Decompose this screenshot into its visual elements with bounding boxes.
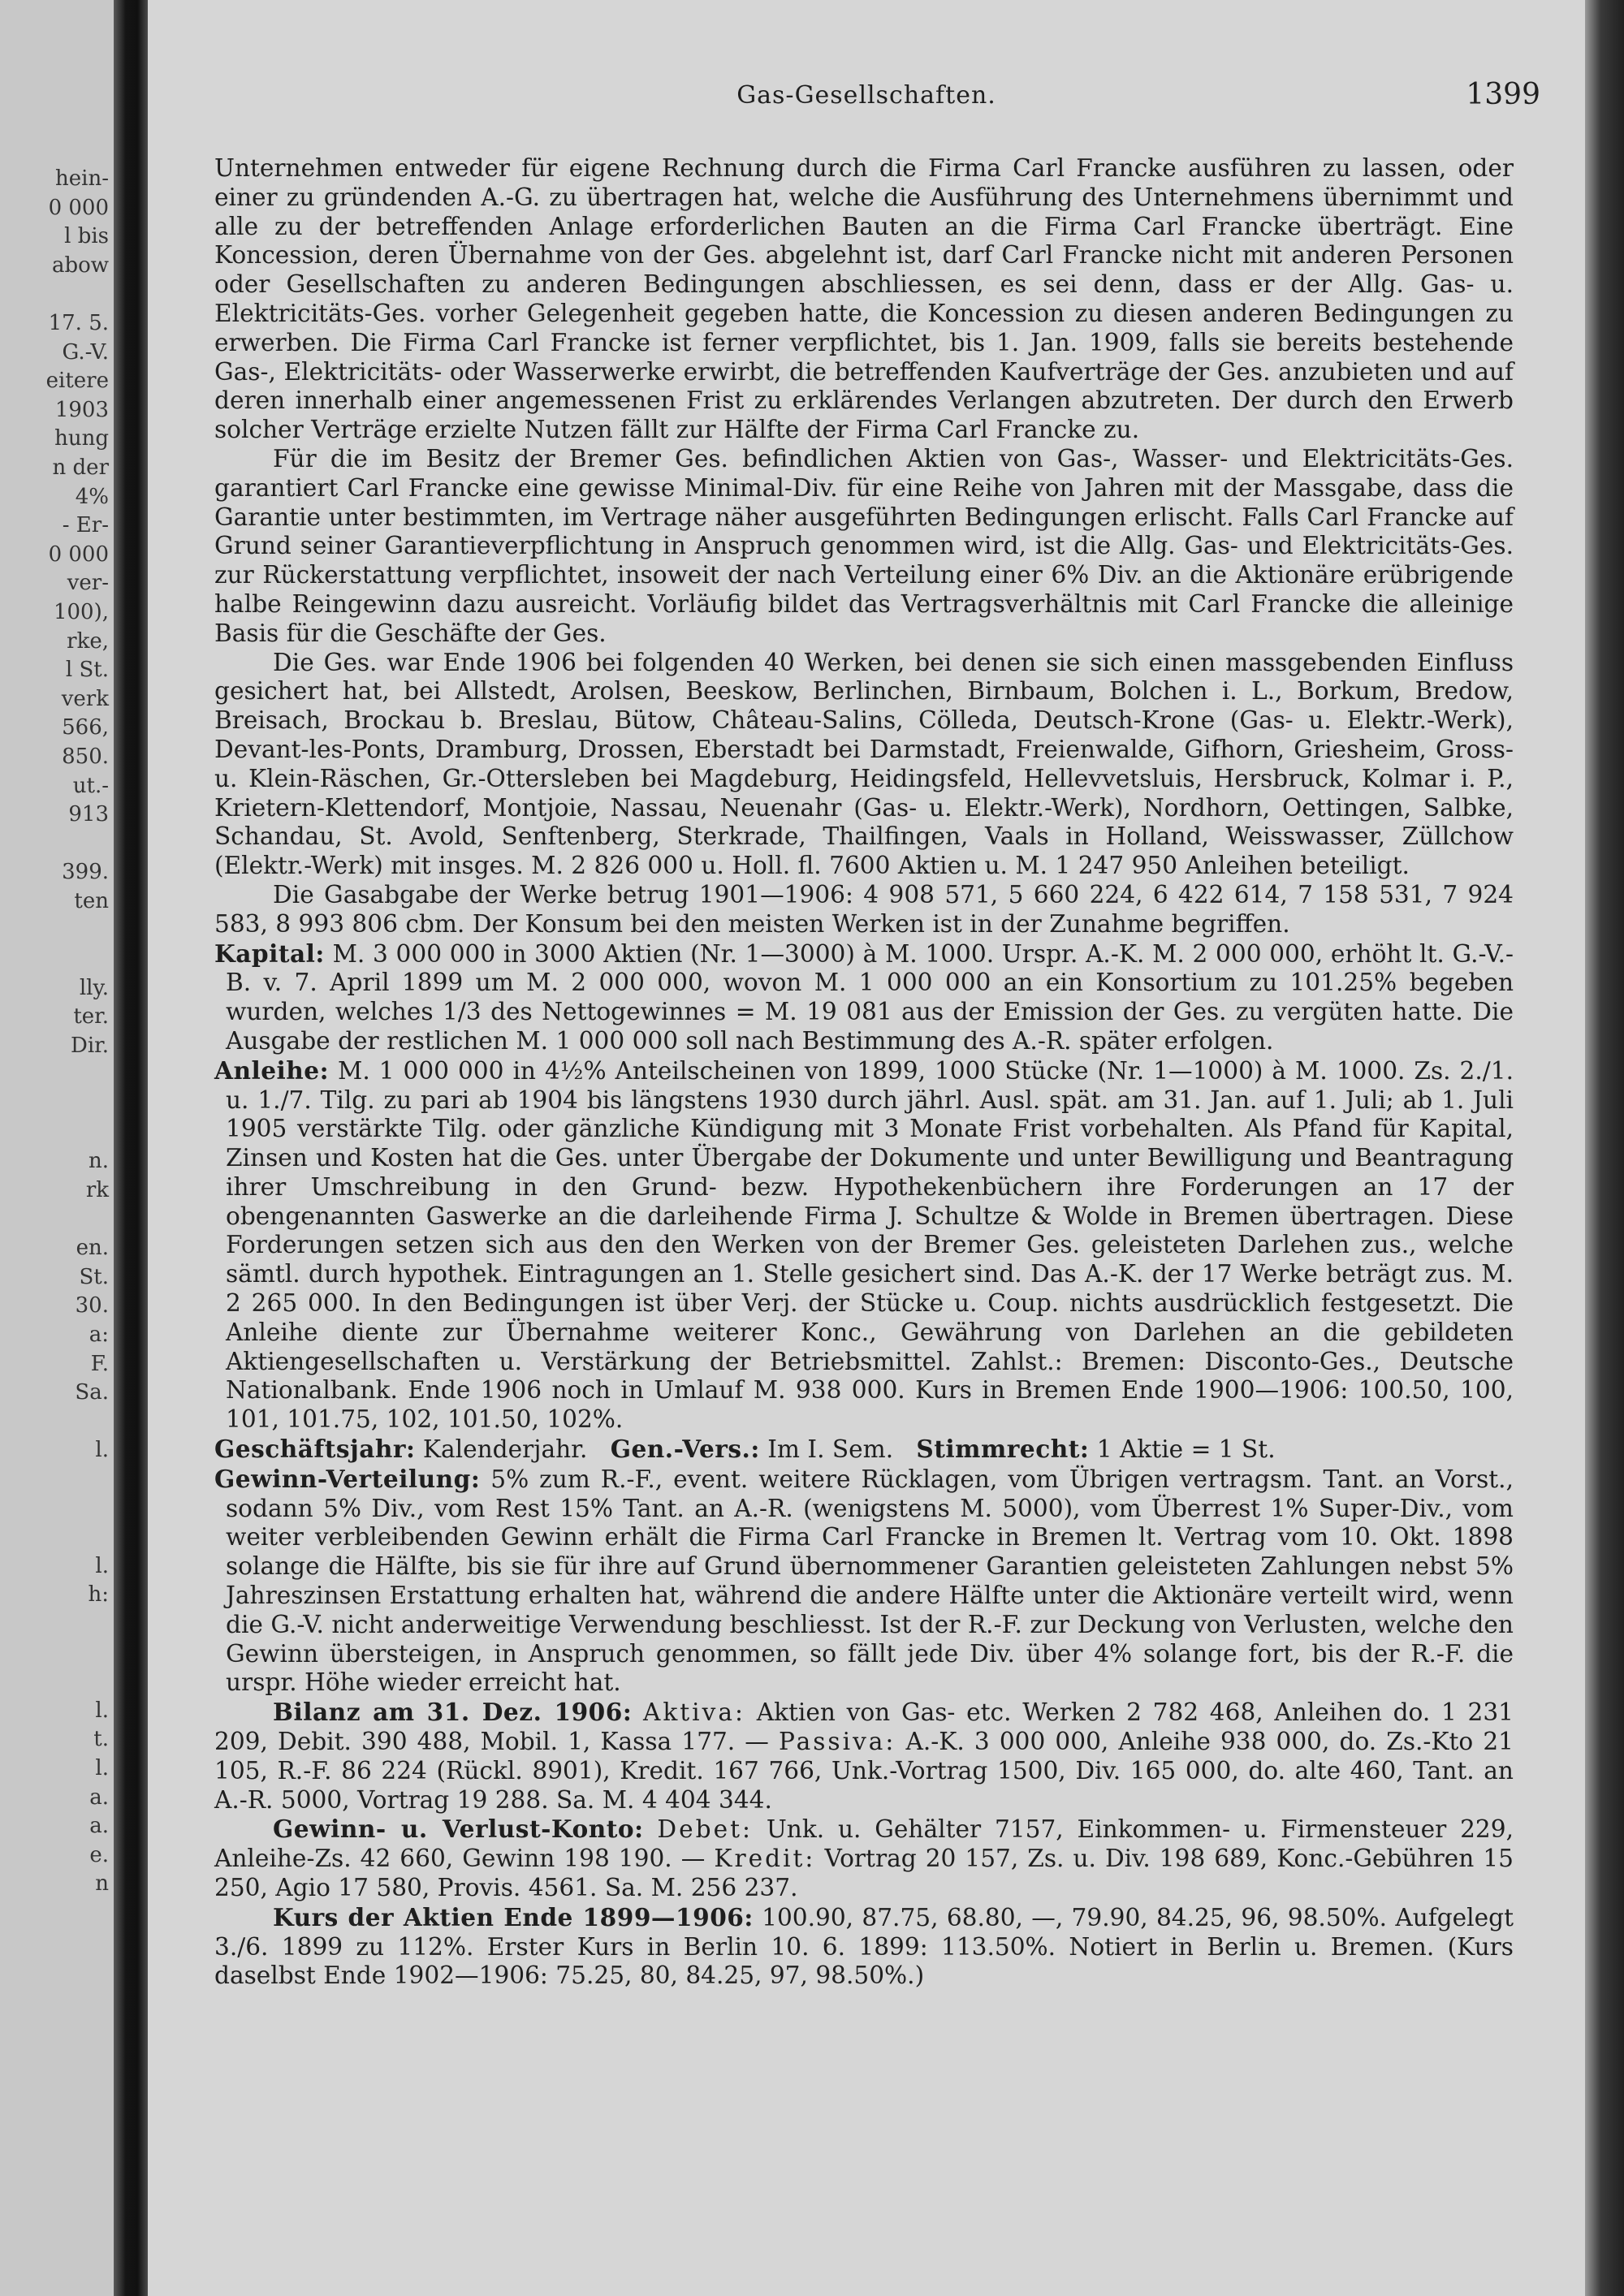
left-page-fragment: 850. <box>62 744 109 769</box>
guv-label: Gewinn- u. Verlust-Konto: <box>273 1815 644 1844</box>
debet-label: Debet: <box>657 1815 753 1844</box>
left-page-fragment: Dir. <box>71 1034 109 1058</box>
left-page-fragment: l St. <box>65 658 109 683</box>
kurs-text: 100.90, 87.75, 68.80, —, 79.90, 84.25, 96, 98.50%. Aufgelegt 3./6. 1899 zu 112%. Erster Kurs in Berlin 10. 6. 1899: 113.50%. Notiert in Berlin u. Bremen. (Kurs daselbst Ende 1902—1906: 75.25, 80, 84.25, 97, 98.50%.) <box>214 1903 1514 1990</box>
paragraph-unternehmen: Unternehmen entweder für eigene Rechnung durch die Firma Carl Francke ausführen zu lassen, oder einer zu gründenden A.-G. zu übertragen hat, welche die Ausführung des Unternehmens übernimmt und alle zu der betreffenden Anlage erforderlichen Bauten an die Firma Carl Francke überträgt. Eine Koncession, deren Übernahme von der Ges. abgelehnt ist, darf Carl Francke nicht mit anderen Personen oder Gesellschaften zu anderen Bedingungen abschliessen, es sei denn, dass er der Allg. Gas- u. Elektricitäts-Ges. vorher Gelegenheit gegeben hatte, die Koncession zu diesen anderen Bedingungen zu erwerben. Die Firma Carl Francke ist ferner verpflichtet, bis 1. Jan. 1909, falls sie bereits bestehende Gas-, Elektricitäts- oder Wasserwerke erwirbt, die betreffenden Kaufverträge der Ges. anzubieten und auf deren innerhalb einer angemessenen Frist zu erklärendes Verlangen abzutreten. Der durch den Erwerb solcher Verträge erzielte Nutzen fällt zur Hälfte der Firma Carl Francke zu. <box>214 154 1514 444</box>
running-header <box>148 78 1585 114</box>
kredit-text: Vortrag 20 157, Zs. u. Div. 198 689, Konc.-Gebühren 15 250, Agio 17 580, Provis. 4561. Sa. M. 256 237. <box>214 1845 1514 1902</box>
paragraph-gasabgabe: Die Gasabgabe der Werke betrug 1901—1906: 4 908 571, 5 660 224, 6 422 614, 7 158 531, 7 924 583, 8 993 806 cbm. Der Konsum bei den meisten Werken ist in der Zunahme begriffen. <box>214 880 1514 938</box>
left-page-fragment: - Er- <box>62 513 109 538</box>
kapital-label: Kapital: <box>214 939 325 968</box>
stimmrecht-label: Stimmrecht: <box>916 1435 1090 1464</box>
book-gutter <box>114 0 148 2296</box>
left-page-fragment: h: <box>88 1582 109 1608</box>
gewinn-verteilung-label: Gewinn-Verteilung: <box>214 1464 481 1493</box>
left-page-fragment: eitere <box>45 369 109 394</box>
kapital-text: M. 3 000 000 in 3000 Aktien (Nr. 1—3000) à M. 1000. Urspr. A.-K. M. 2 000 000, erhöht lt. G.-V.-B. v. 7. April 1899 um M. 2 000 000, wovon M. 1 000 000 an ein Konsortium zu 101.25% begeben wurden, welches 1/3 des Nettogewinnes = M. 19 081 aus der Emission der Ges. zu vergüten hatte. Die Ausgabe der restlichen M. 1 000 000 soll nach Bestimmung des A.-R. später erfolgen. <box>226 939 1514 1055</box>
left-page-margin <box>0 0 114 2296</box>
left-page-fragment: t. <box>93 1727 109 1752</box>
left-page-fragment: 566, <box>62 715 109 740</box>
left-page-fragment: rk <box>85 1178 109 1202</box>
page-edge <box>1585 0 1624 2296</box>
left-page-fragment: 30. <box>75 1293 109 1318</box>
gewinn-verteilung-text: 5% zum R.-F., event. weitere Rücklagen, vom Übrigen vertragsm. Tant. an Vorst., sodann 5% Div., vom Rest 15% Tant. an A.-R. (wenigstens M. 5000), vom Überrest 1% Super-Div., vom weiter verbleibenden Gewinn erhält die Firma Carl Francke in Bremen lt. Vertrag vom 10. Okt. 1898 solange die Hälfte, bis sie für ihre auf Grund übernommener Garantien geleisteten Zahlungen nebst 5% Jahreszinsen Erstattung erhalten hat, während die andere Hälfte unter die Aktionäre verteilt wird, wenn die G.-V. nicht anderweitige Verwendung beschliesst. Ist der R.-F. zur Deckung von Verlusten, welche den Gewinn übersteigen, in Anspruch genommen, so fällt jede Div. über 4% solange fort, bis der R.-F. die urspr. Höhe wieder erreicht hat. <box>226 1465 1514 1697</box>
left-page-fragment: l. <box>95 1438 109 1463</box>
section-kurs <box>214 1903 1514 1991</box>
left-page-fragment: 0 000 <box>48 542 109 567</box>
left-page-fragment: en. <box>76 1236 109 1261</box>
aktiva-text: Aktien von Gas- etc. Werken 2 782 468, Anleihen do. 1 231 209, Debit. 390 488, Mobil. 1, Kassa 177. — <box>214 1698 1514 1756</box>
left-page-fragment: a. <box>89 1785 109 1810</box>
section-gewinn-verteilung <box>214 1465 1514 1698</box>
gen-vers-text: Im I. Sem. <box>767 1435 894 1464</box>
left-page-fragment: l. <box>95 1698 109 1723</box>
left-page-fragment: abow <box>51 252 109 278</box>
page-number: 1399 <box>1466 78 1540 111</box>
left-page-fragment: St. <box>79 1264 109 1289</box>
left-page-fragment: 0 000 <box>48 195 109 220</box>
left-page-fragment: l. <box>95 1553 109 1578</box>
section-bilanz <box>214 1698 1514 1815</box>
left-page-fragment: ter. <box>73 1004 109 1029</box>
left-page-fragment: n. <box>88 1149 109 1174</box>
section-gewinn-verlust <box>214 1815 1514 1902</box>
left-page-fragment: a. <box>89 1814 109 1839</box>
left-page-fragment: rke, <box>67 628 109 654</box>
geschaeftsjahr-label: Geschäftsjahr: <box>214 1435 416 1464</box>
left-page-fragment: F. <box>90 1351 109 1376</box>
left-page-fragment: lly. <box>79 975 109 1000</box>
left-page-fragment: 913 <box>68 802 109 827</box>
anleihe-text: M. 1 000 000 in 4½% Anteilscheinen von 1899, 1000 Stücke (Nr. 1—1000) à M. 1000. Zs. 2./1. u. 1./7. Tilg. zu pari ab 1904 bis längstens 1930 durch jährl. Ausl. spät. am 31. Jan. auf 1. Juli; ab 1. Juli 1905 verstärkte Tilg. oder gänzliche Kündigung mit 3 Monate Frist vorbehalten. Als Pfand für Kapital, Zinsen und Kosten hat die Ges. unter Übergabe der Dokumente und unter Bewilligung und Beantragung ihrer Umschreibung in den Grund- bezw. Hypothekenbüchern ihre Forderungen an 17 der obengenannten Gaswerke an die darleihende Firma J. Schultze & Wolde in Bremen übertragen. Diese Forderungen setzen sich aus den den Werken von der Bremer Ges. geleisteten Darlehen zus., welche sämtl. durch hypothek. Eintragungen an 1. Stelle gesichert sind. Das A.-K. der 17 Werke beträgt zus. M. 2 265 000. In den Bedingungen ist über Verj. der Stücke u. Coup. nichts ausdrücklich festgesetzt. Die Anleihe diente zur Übernahme weiterer Konc., Gewährung von Darlehen an die gebildeten Aktiengesellschaften u. Verstärkung der Betriebsmittel. Zahlst.: Bremen: Disconto-Ges., Deutsche Nationalbank. Ende 1906 noch in Umlauf M. 938 000. Kurs in Bremen Ende 1900—1906: 100.50, 100, 101, 101.75, 102, 101.50, 102%. <box>226 1056 1514 1434</box>
anleihe-label: Anleihe: <box>214 1055 330 1085</box>
article-body <box>214 154 1514 1991</box>
paragraph-werke: Die Ges. war Ende 1906 bei folgenden 40 Werken, bei denen sie sich einen massgebenden Einfluss gesichert hat, bei Allstedt, Arolsen, Beeskow, Berlinchen, Birnbaum, Bolchen i. L., Borkum, Bredow, Breisach, Brockau b. Breslau, Bütow, Château-Salins, Cölleda, Deutsch-Krone (Gas- u. Elektr.-Werk), Devant-les-Ponts, Dramburg, Drossen, Eberstadt bei Darmstadt, Freienwalde, Gifhorn, Griesheim, Gross- u. Klein-Räschen, Gr.-Ottersleben bei Magdeburg, Heidingsfeld, Hellevvetsluis, Hersbruck, Kolmar i. P., Krietern-Klettendorf, Montjoie, Nassau, Neuenahr (Gas- u. Elektr.-Werk), Nordhorn, Oettingen, Salbke, Schandau, St. Avold, Senftenberg, Sterkrade, Thailfingen, Vaals in Holland, Weisswasser, Züllchow (Elektr.-Werk) mit insges. M. 2 826 000 u. Holl. fl. 7600 Aktien u. M. 1 247 950 Anleihen beteiligt. <box>214 648 1514 880</box>
left-page-fragment: hung <box>54 426 109 451</box>
left-page-fragment: ten <box>74 889 109 913</box>
passiva-text: A.-K. 3 000 000, Anleihe 938 000, do. Zs.-Kto 21 105, R.-F. 86 224 (Rückl. 8901), Kredit. 167 766, Unk.-Vortrag 1500, Div. 165 000, do. alte 460, Tant. an A.-R. 5000, Vortrag 19 288. Sa. M. 4 404 344. <box>214 1728 1514 1814</box>
left-page-fragment: n <box>95 1871 109 1897</box>
left-page-fragment: 17. 5. <box>48 311 109 335</box>
left-page-fragment: Sa. <box>75 1380 109 1405</box>
left-page-fragment: a: <box>89 1323 109 1347</box>
left-page-fragment: G.-V. <box>62 339 109 365</box>
left-page-fragment: hein- <box>55 166 109 191</box>
running-title: Gas-Gesellschaften. <box>736 81 996 110</box>
gen-vers-label: Gen.-Vers.: <box>610 1435 760 1464</box>
left-page-fragment: ut.- <box>72 773 109 798</box>
left-page-fragment: n der <box>52 455 109 480</box>
debet-text: Unk. u. Gehälter 7157, Einkommen- u. Firmensteuer 229, Anleihe-Zs. 42 660, Gewinn 198 190. — <box>214 1815 1514 1873</box>
page <box>148 0 1585 2296</box>
left-page-fragment: verk <box>61 686 109 711</box>
left-page-fragment: e. <box>89 1842 109 1867</box>
geschaeftsjahr-text: Kalenderjahr. <box>422 1435 588 1464</box>
stimmrecht-text: 1 Aktie = 1 St. <box>1096 1435 1276 1464</box>
aktiva-label: Aktiva: <box>642 1698 745 1727</box>
left-page-fragment: ver- <box>67 571 109 596</box>
left-page-fragment: l bis <box>64 224 109 249</box>
left-page-fragment: 100), <box>53 600 109 624</box>
section-kapital <box>214 939 1514 1056</box>
kurs-label: Kurs der Aktien Ende 1899—1906: <box>273 1902 754 1931</box>
left-page-fragment: 1903 <box>54 397 109 422</box>
passiva-label: Passiva: <box>779 1728 896 1756</box>
left-page-fragment: l. <box>95 1756 109 1780</box>
paragraph-garantie: Für die im Besitz der Bremer Ges. befindlichen Aktien von Gas-, Wasser- und Elektricitäts-Ges. garantiert Carl Francke eine gewisse Minimal-Div. für eine Reihe von Jahren mit der Massgabe, dass die Garantie unter bestimmten, im Vertrage näher ausgeführten Bedingungen erlischt. Falls Carl Francke auf Grund seiner Garantieverpflichtung in Anspruch genommen wird, ist die Allg. Gas- und Elektricitäts-Ges. zur Rückerstattung verpflichtet, insoweit der nach Verteilung einer 6% Div. an die Aktionäre erübrigende halbe Reingewinn dazu ausreicht. Vorläufig bildet das Vertragsverhältnis mit Carl Francke die alleinige Basis für die Geschäfte der Ges. <box>214 444 1514 647</box>
left-page-fragment: 4% <box>75 484 109 509</box>
kredit-label: Kredit: <box>714 1845 816 1873</box>
section-geschaeftsjahr <box>214 1435 1514 1465</box>
left-page-fragment: 399. <box>62 860 109 885</box>
bilanz-label: Bilanz am 31. Dez. 1906: <box>273 1698 633 1727</box>
section-anleihe <box>214 1056 1514 1435</box>
